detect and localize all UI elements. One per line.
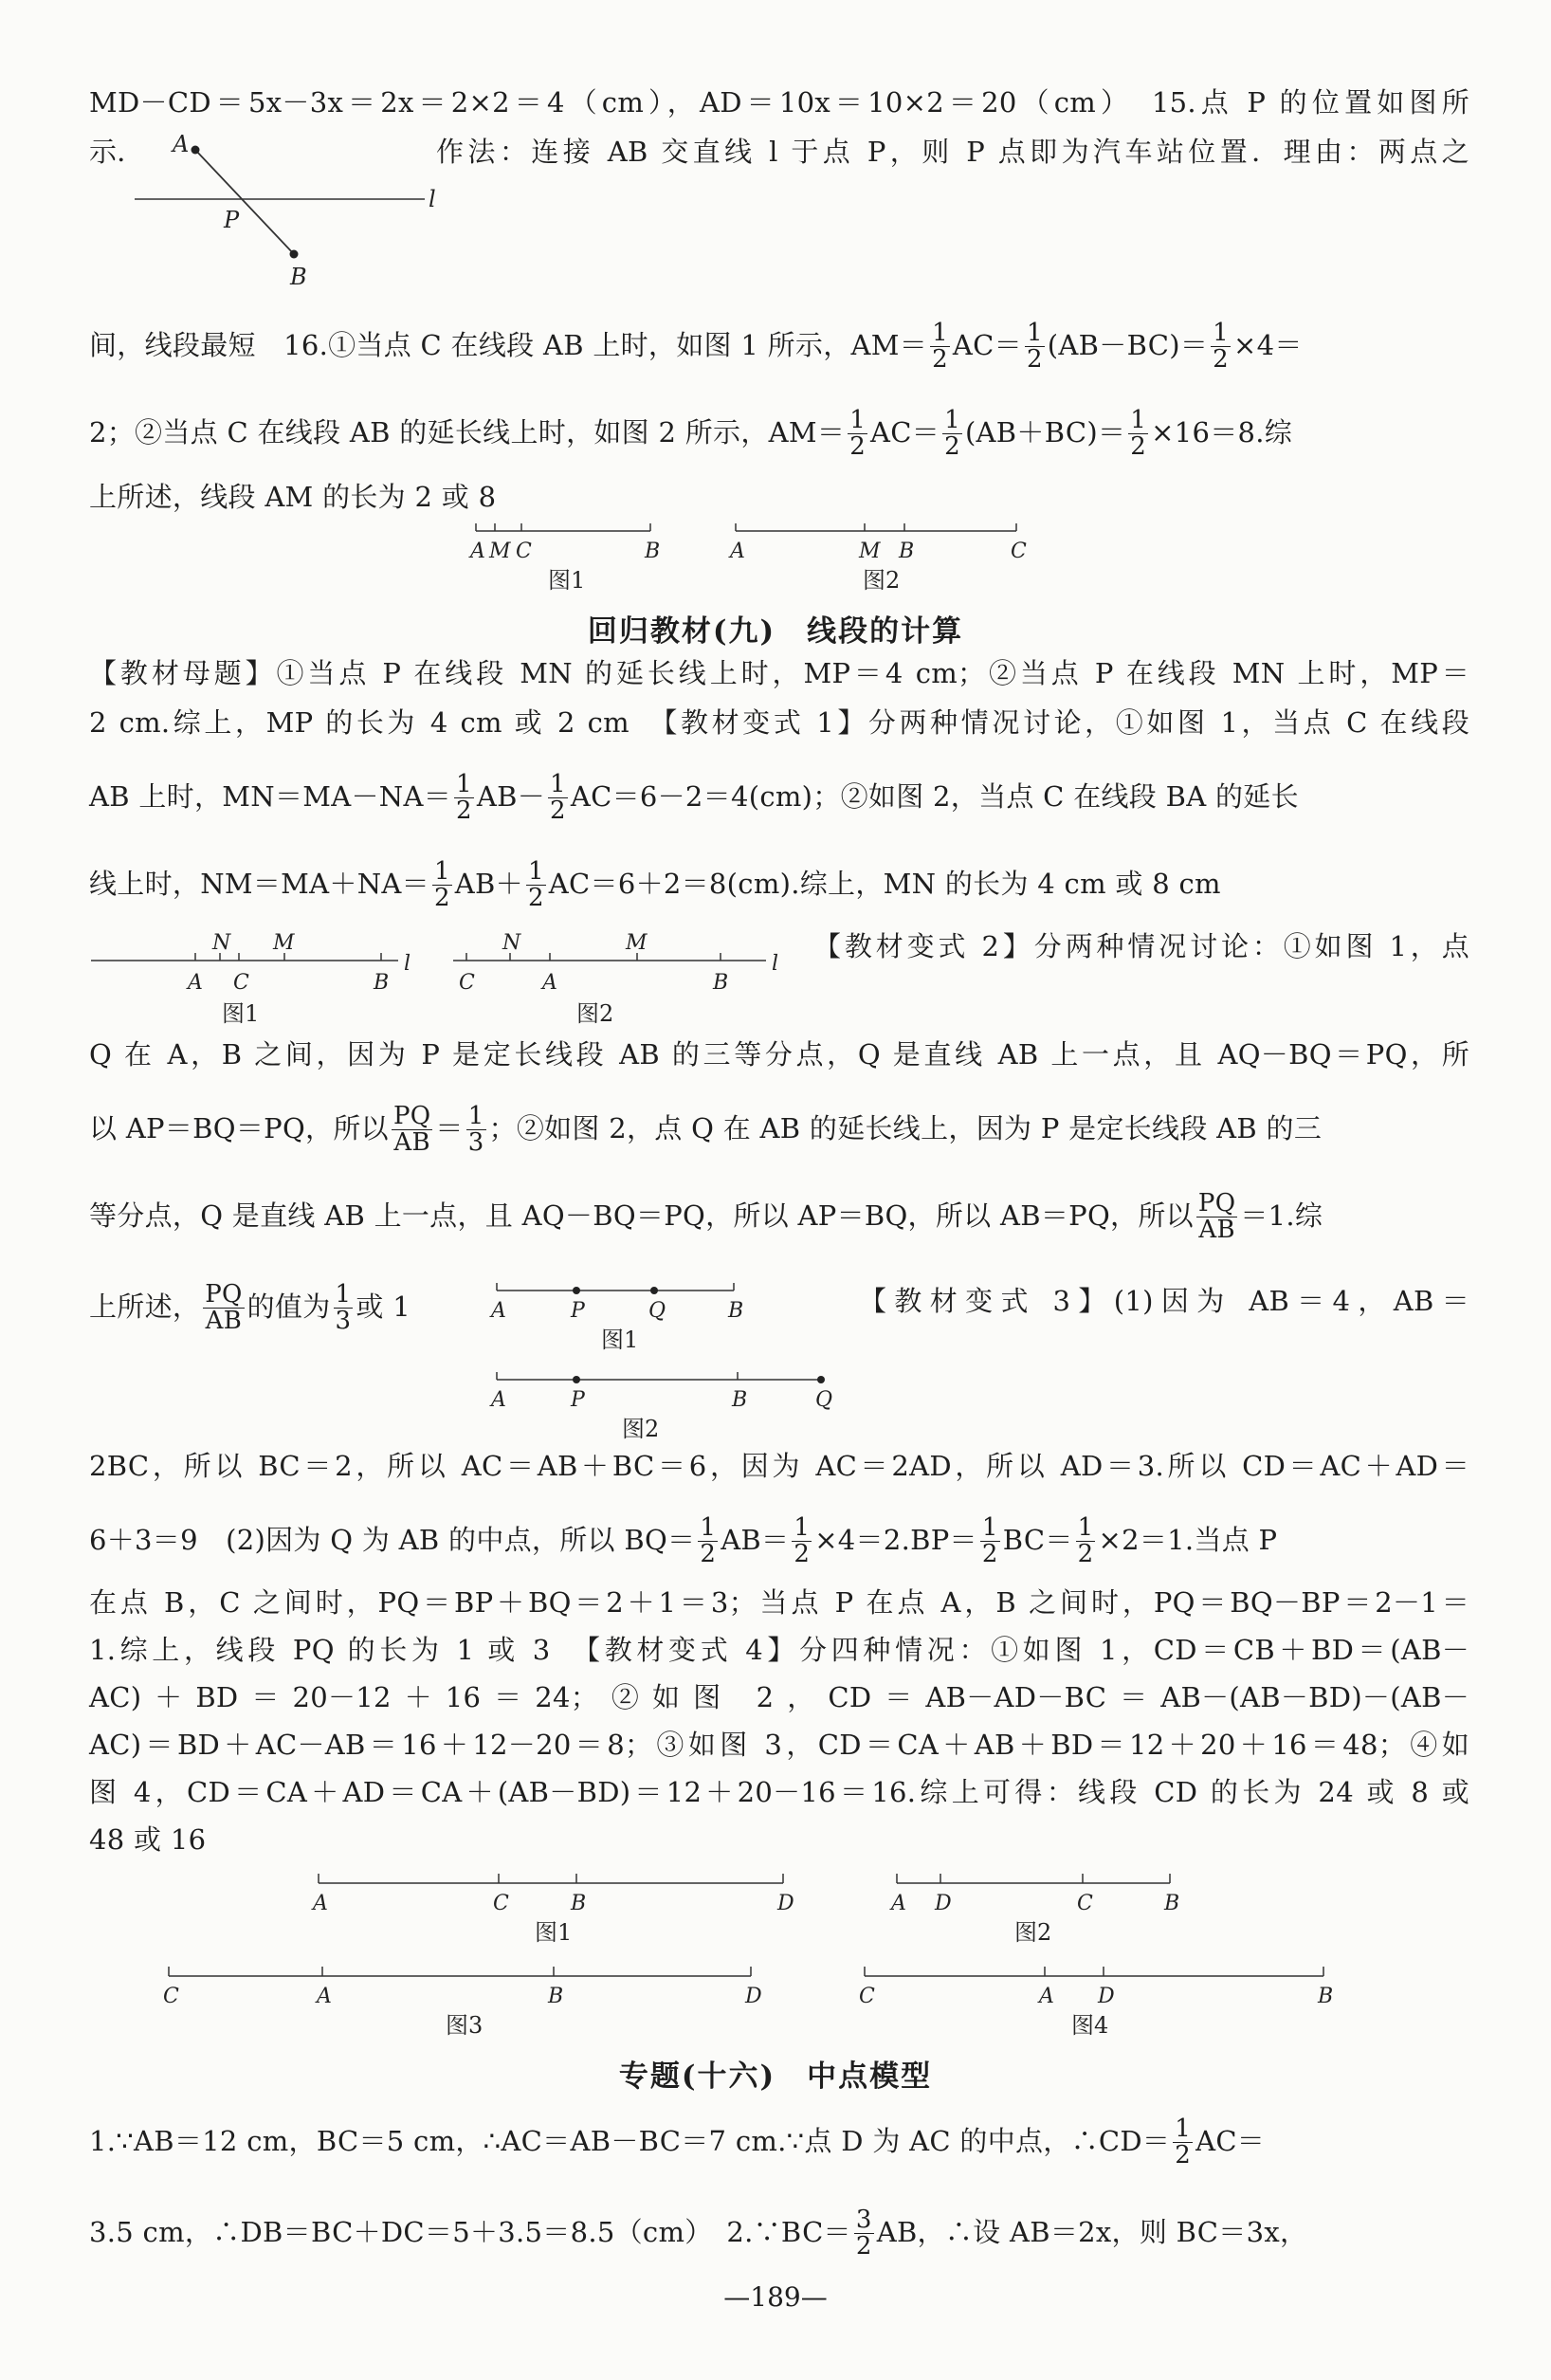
text-line: 1.综上，线段 PQ 的长为 1 或 3 【教材变式 4】分四种情况：①如图 1，CD＝CB＋BD＝(AB－ (89, 1634, 1469, 1666)
text-line: AC)＋BD＝20－12＋16＝24；②如图 2，CD＝AB－AD－BC＝AB－(AB－BD)－(AB－ (89, 1681, 1469, 1713)
svg-text:C: C (233, 971, 249, 995)
svg-text:图1: 图1 (535, 1919, 573, 1946)
svg-text:图1: 图1 (548, 567, 586, 594)
text-line: 上所述， $\frac{PQ}{AB}$ 的值为 $\frac{1}{3}$ 或 1 (89, 1280, 411, 1336)
fraction: $\frac{3}{2}$ (855, 2206, 872, 2261)
svg-text:C: C (1077, 1892, 1093, 1915)
svg-text:A: A (470, 540, 485, 563)
label-a: A (173, 131, 190, 157)
figure-variant-2-1 (489, 1283, 743, 1353)
label-b: B (290, 264, 307, 290)
page-number: —189— (723, 2281, 828, 2313)
svg-text:P: P (571, 1388, 585, 1412)
svg-text:B: B (1164, 1892, 1180, 1915)
figure-variant-2 (484, 1275, 863, 1446)
label-l: l (429, 186, 436, 212)
text-line: 【教材变式 3】(1)因为 AB＝4，AB＝ (859, 1285, 1469, 1317)
fraction: $\frac{1}{2}$ (456, 770, 472, 826)
fraction: $\frac{1}{2}$ (944, 406, 960, 462)
svg-text:A: A (188, 971, 203, 995)
svg-text:图2: 图2 (1014, 1919, 1052, 1946)
fraction: $\frac{1}{2}$ (1077, 1513, 1094, 1569)
text-line: 【教材母题】①当点 P 在线段 MN 的延长线上时，MP＝4 cm；②当点 P 在线段 MN 上时，MP＝ (89, 657, 1469, 689)
svg-text:N: N (212, 931, 231, 955)
svg-text:A: A (542, 971, 557, 995)
text-line: 6＋3＝9 (2)因为 Q 为 AB 的中点，所以 BQ＝ $\frac{1}{2}$ AB＝ $\frac{1}{2}$ ×4＝2.BP＝ $\frac{1}{2}$ BC＝ $\frac{1}{2}$ ×2＝1.当点 P (89, 1513, 1278, 1569)
svg-text:B: B (548, 1985, 564, 2008)
fraction: $\frac{PQ}{AB}$ (392, 1102, 431, 1158)
figure-variant-1 (89, 925, 791, 1029)
text-line: AB 上时，MN＝MA－NA＝ $\frac{1}{2}$ AB－ $\frac{1}{2}$ AC＝6－2＝4(cm)；②如图 2，当点 C 在线段 BA 的延长 (89, 770, 1299, 826)
fraction: $\frac{1}{2}$ (550, 770, 566, 826)
text-line: 作法：连接 AB 交直线 l 于点 P，则 P 点即为汽车站位置．理由：两点之 (436, 136, 1469, 168)
svg-text:图2: 图2 (622, 1416, 660, 1442)
text-line: 2BC，所以 BC＝2，所以 AC＝AB＋BC＝6，因为 AC＝2AD，所以 AD＝3.所以 CD＝AC＋AD＝ (89, 1450, 1469, 1482)
svg-text:图1: 图1 (222, 1000, 260, 1027)
section-heading: 回归教材(九) 线段的计算 (587, 614, 964, 649)
svg-text:图3: 图3 (446, 2012, 484, 2039)
svg-text:l: l (772, 952, 779, 976)
svg-text:Q: Q (815, 1388, 833, 1412)
text-line: 等分点，Q 是直线 AB 上一点，且 AQ－BQ＝PQ，所以 AP＝BQ，所以 AB＝PQ，所以 $\frac{PQ}{AB}$ ＝1.综 (89, 1189, 1323, 1245)
svg-text:B: B (571, 1892, 587, 1915)
fraction: $\frac{1}{2}$ (1026, 319, 1043, 375)
label-p: P (224, 207, 240, 233)
text-line: 间，线段最短 16.①当点 C 在线段 AB 上时，如图 1 所示，AM＝ $\frac{1}{2}$ AC＝ $\frac{1}{2}$ (AB－BC)＝ $\frac{1}{2}$ ×4＝ (89, 319, 1303, 375)
fraction: $\frac{1}{2}$ (433, 857, 450, 913)
text-line: 3.5 cm，∴DB＝BC＋DC＝5＋3.5＝8.5（cm） 2.∵BC＝ $\frac{3}{2}$ AB，∴设 AB＝2x，则 BC＝3x， (89, 2206, 1308, 2261)
segment-ab (195, 150, 294, 254)
svg-text:图2: 图2 (576, 1000, 614, 1027)
fraction: $\frac{1}{2}$ (981, 1513, 998, 1569)
text-line: 上所述，线段 AM 的长为 2 或 8 (89, 481, 497, 513)
figure-variant-4 (152, 1868, 1365, 2039)
fraction: $\frac{1}{2}$ (700, 1513, 717, 1569)
text-line: 示． (89, 136, 145, 168)
figure-variant-1-1 (91, 931, 411, 1027)
svg-text:B: B (728, 1299, 744, 1323)
point-a (192, 146, 200, 155)
svg-text:D: D (745, 1985, 762, 2008)
text-line: 2；②当点 C 在线段 AB 的延长线上时，如图 2 所示，AM＝ $\frac{1}{2}$ AC＝ $\frac{1}{2}$ (AB＋BC)＝ $\frac{1}{2}$ ×16＝8.综 (89, 406, 1293, 462)
svg-text:A: A (491, 1388, 506, 1412)
text-line: 以 AP＝BQ＝PQ，所以 $\frac{PQ}{AB}$ ＝ $\frac{1}{3}$ ；②如图 2，点 Q 在 AB 的延长线上，因为 P 是定长线段 AB 的三 (89, 1102, 1323, 1158)
svg-text:A: A (313, 1892, 328, 1915)
svg-text:A: A (491, 1299, 506, 1323)
figure-variant-4-2 (889, 1874, 1179, 1946)
text-line: 【教材变式 2】分两种情况讨论：①如图 1，点 (813, 930, 1469, 962)
figure-variant-4-4 (859, 1967, 1333, 2039)
svg-text:B: B (899, 540, 915, 563)
svg-text:B: B (713, 971, 729, 995)
svg-text:D: D (935, 1892, 952, 1915)
svg-text:A: A (1039, 1985, 1054, 2008)
svg-text:D: D (1098, 1985, 1115, 2008)
point-b (290, 250, 299, 259)
svg-text:M: M (859, 540, 881, 563)
text-line: 图 4，CD＝CA＋AD＝CA＋(AB－BD)＝12＋20－16＝16.综上可得：线段 CD 的长为 24 或 8 或 (89, 1776, 1469, 1808)
fraction: $\frac{1}{2}$ (527, 857, 544, 913)
figure-variant-4-3 (163, 1967, 762, 2039)
svg-text:C: C (1011, 540, 1027, 563)
svg-text:C: C (493, 1892, 509, 1915)
figure-16-1 (468, 523, 660, 594)
fraction: $\frac{1}{2}$ (1130, 406, 1147, 462)
figure-variant-4-1 (311, 1874, 794, 1946)
svg-text:B: B (732, 1388, 748, 1412)
fraction: $\frac{1}{3}$ (467, 1102, 484, 1158)
figure-15 (123, 133, 465, 294)
text-line: Q 在 A，B 之间，因为 P 是定长线段 AB 的三等分点，Q 是直线 AB 上一点，且 AQ－BQ＝PQ，所 (89, 1038, 1469, 1071)
section-heading: 专题(十六) 中点模型 (618, 2060, 933, 2094)
text-line: 在点 B，C 之间时，PQ＝BP＋BQ＝2＋1＝3；当点 P 在点 A，B 之间时，PQ＝BQ－BP＝2－1＝ (89, 1586, 1469, 1619)
svg-text:C: C (859, 1985, 875, 2008)
svg-text:N: N (502, 931, 521, 955)
svg-text:图1: 图1 (601, 1327, 639, 1353)
text-line: 线上时，NM＝MA＋NA＝ $\frac{1}{2}$ AB＋ $\frac{1}{2}$ AC＝6＋2＝8(cm).综上，MN 的长为 4 cm 或 8 cm (89, 857, 1221, 913)
text-line: AC)＝BD＋AC－AB＝16＋12－20＝8；③如图 3，CD＝CA＋AB＋BD＝12＋20＋16＝48；④如 (89, 1729, 1469, 1761)
figure-variant-1-2 (453, 931, 778, 1027)
svg-text:M: M (489, 540, 511, 563)
figure-16 (465, 520, 1081, 595)
svg-text:图2: 图2 (863, 567, 901, 594)
svg-text:Q: Q (648, 1299, 666, 1323)
svg-text:图4: 图4 (1071, 2012, 1109, 2039)
svg-text:l: l (404, 952, 411, 976)
text-line: MD－CD＝5x－3x＝2x＝2×2＝4（cm），AD＝10x＝10×2＝20（cm） 15.点 P 的位置如图所 (89, 86, 1469, 119)
svg-text:D: D (777, 1892, 794, 1915)
fraction: $\frac{1}{3}$ (335, 1280, 352, 1336)
fraction: $\frac{1}{2}$ (1213, 319, 1229, 375)
svg-text:M: M (273, 931, 295, 955)
svg-text:C: C (459, 971, 475, 995)
fraction: $\frac{1}{2}$ (932, 319, 948, 375)
svg-text:P: P (571, 1299, 585, 1323)
text-line: 48 或 16 (89, 1823, 207, 1856)
svg-text:C: C (516, 540, 532, 563)
fraction: $\frac{1}{2}$ (794, 1513, 811, 1569)
svg-text:B: B (645, 540, 661, 563)
text-line: 2 cm.综上，MP 的长为 4 cm 或 2 cm 【教材变式 1】分两种情况讨论，①如图 1，当点 C 在线段 (89, 706, 1469, 739)
text-line: 1.∵AB＝12 cm，BC＝5 cm，∴AC＝AB－BC＝7 cm.∵点 D 为 AC 的中点，∴CD＝ $\frac{1}{2}$ AC＝ (89, 2115, 1266, 2170)
svg-text:A: A (317, 1985, 332, 2008)
svg-text:A: A (730, 540, 745, 563)
svg-text:B: B (1318, 1985, 1334, 2008)
svg-text:C: C (163, 1985, 179, 2008)
fraction: $\frac{1}{2}$ (849, 406, 867, 462)
figure-variant-2-2 (489, 1372, 832, 1442)
figure-16-2 (728, 523, 1027, 594)
svg-text:A: A (891, 1892, 906, 1915)
svg-text:B: B (374, 971, 390, 995)
fraction: $\frac{PQ}{AB}$ (1197, 1189, 1236, 1245)
fraction: $\frac{PQ}{AB}$ (205, 1280, 243, 1336)
svg-text:M: M (626, 931, 648, 955)
fraction: $\frac{1}{2}$ (1175, 2115, 1192, 2170)
